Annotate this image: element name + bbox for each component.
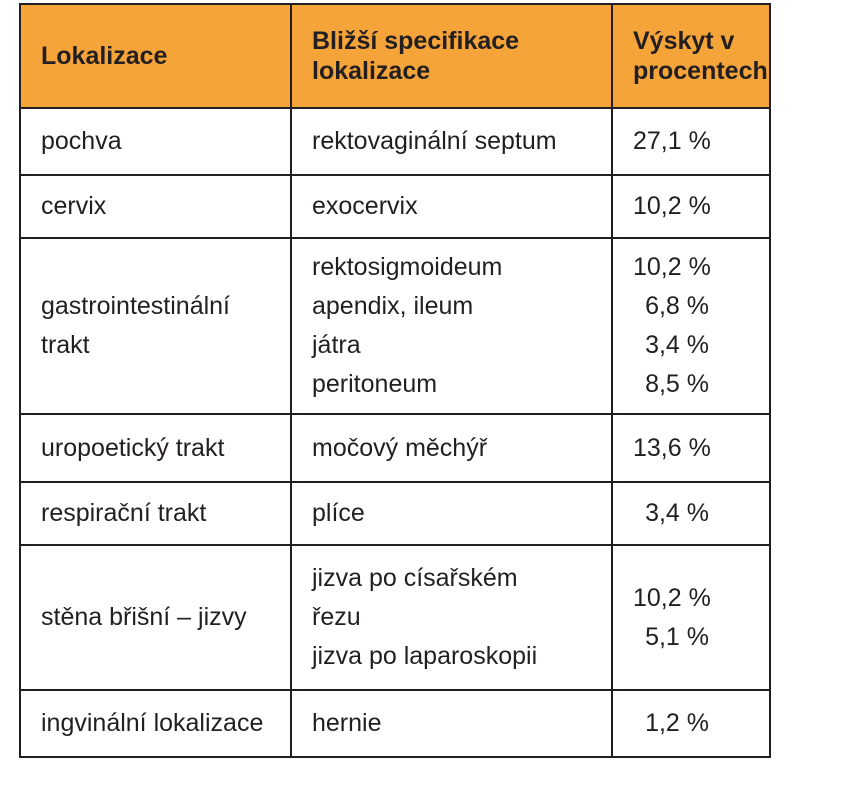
cell-line: ingvinální lokalizace [41,709,264,737]
cell-percent-value: 6,8 % [645,292,709,320]
cell-location [20,238,291,414]
header-specification-line: lokalizace [312,57,431,85]
header-occurrence-line: Výskyt v [633,27,735,55]
cell-percent-value: 13,6 % [633,433,711,462]
cell-percent [612,482,770,545]
cell-location [20,690,291,757]
cell-location [20,414,291,482]
cell-details [291,690,612,757]
cell-line: močový měchýř [312,433,488,462]
cell-line: exocervix [312,192,418,220]
cell-location [20,545,291,690]
cell-percent [612,108,770,175]
table-row [20,175,770,238]
cell-details [291,414,612,482]
header-specification [291,4,612,108]
table-row [20,690,770,757]
cell-line: respirační trakt [41,499,207,527]
cell-line: peritoneum [312,370,438,398]
cell-percent-value: 3,4 % [645,499,709,527]
table-row [20,545,770,690]
cell-percent-value: 27,1 % [633,127,711,155]
table-row [20,482,770,545]
cell-percent-value: 10,2 % [633,192,711,220]
cell-line: hernie [312,709,382,737]
localization-table [19,3,771,758]
cell-details [291,545,612,690]
cell-line: jizva po císařském [312,564,518,592]
header-location-line: Lokalizace [41,42,168,70]
cell-line: trakt [41,331,90,359]
header-occurrence [612,4,770,108]
cell-line: plíce [312,499,365,527]
cell-details [291,482,612,545]
cell-line: rektovaginální septum [312,127,557,155]
cell-line: gastrointestinální [41,292,231,320]
cell-line: cervix [41,192,107,220]
cell-percent-value: 5,1 % [645,622,709,651]
cell-percent-value: 8,5 % [645,370,709,398]
cell-line: stěna břišní – jizvy [41,603,247,631]
cell-percent-value: 3,4 % [645,331,709,359]
cell-line: uropoetický trakt [41,433,225,462]
table-row [20,238,770,414]
cell-location [20,175,291,238]
cell-percent [612,545,770,690]
cell-line: jizva po laparoskopii [312,642,538,670]
cell-percent-value: 1,2 % [645,709,709,737]
cell-details [291,108,612,175]
cell-percent [612,690,770,757]
header-occurrence-line: procentech [633,57,768,85]
cell-percent-value: 10,2 % [633,583,711,612]
table-header-row [20,4,770,108]
cell-percent [612,238,770,414]
table-row [20,414,770,482]
cell-percent [612,175,770,238]
cell-percent [612,414,770,482]
cell-location [20,482,291,545]
cell-line: řezu [312,603,361,631]
cell-details [291,238,612,414]
cell-location [20,108,291,175]
header-location [20,4,291,108]
cell-line: játra [312,331,361,359]
cell-line: rektosigmoideum [312,253,503,281]
header-specification-line: Bližší specifikace [312,27,520,55]
cell-percent-value: 10,2 % [633,253,711,281]
table-row [20,108,770,175]
cell-details [291,175,612,238]
cell-line: apendix, ileum [312,292,474,320]
cell-line: pochva [41,127,122,155]
